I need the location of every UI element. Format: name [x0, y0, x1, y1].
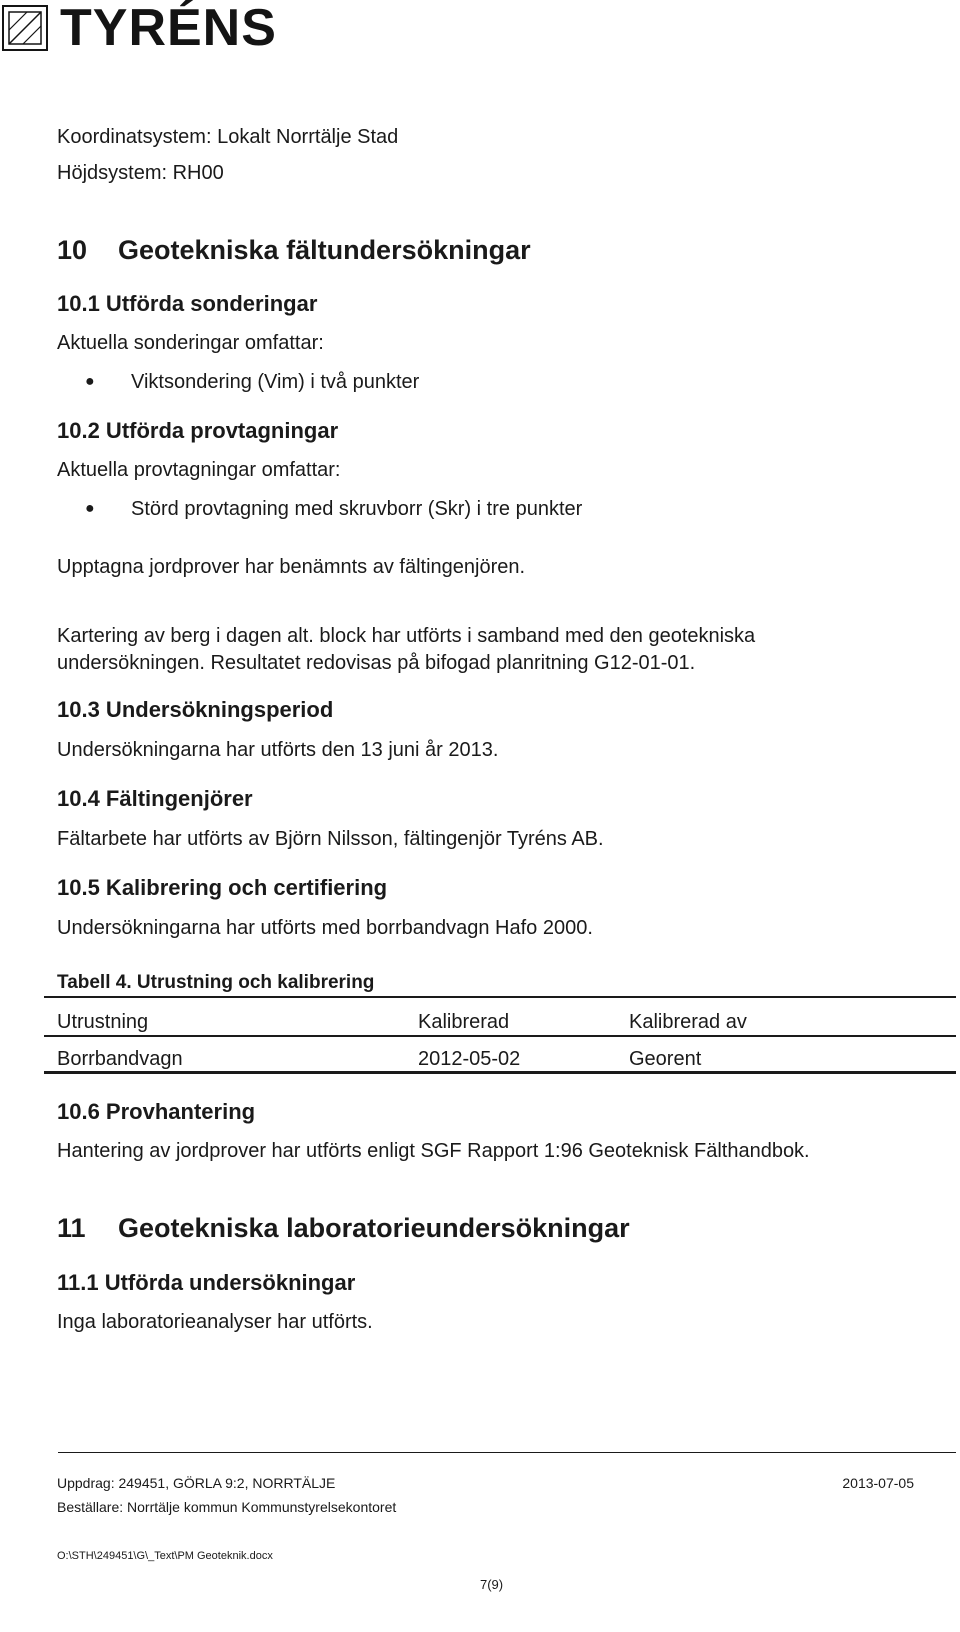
footer-assignment: Uppdrag: 249451, GÖRLA 9:2, NORRTÄLJE — [57, 1475, 336, 1491]
list-item-text: Störd provtagning med skruvborr (Skr) i tre punkter — [131, 498, 583, 520]
section-number: 10 — [57, 235, 88, 265]
table-header-cell: Utrustning — [57, 1011, 149, 1033]
table-cell: 2012-05-02 — [418, 1048, 521, 1070]
table-top-rule — [44, 996, 956, 998]
footer-client: Beställare: Norrtälje kommun Kommunstyrelsekontoret — [57, 1499, 397, 1515]
paragraph: Undersökningarna har utförts den 13 juni år 2013. — [57, 739, 499, 761]
paragraph: Upptagna jordprover har benämnts av fältingenjören. — [57, 556, 526, 578]
page-number: 7(9) — [480, 1577, 504, 1592]
paragraph-line: Kartering av berg i dagen alt. block har utförts i samband med den geotekniska — [57, 625, 756, 647]
section-number: 11 — [57, 1213, 86, 1243]
heading-10-1: 10.1 Utförda sonderingar — [57, 291, 318, 316]
table-header-rule — [44, 1035, 956, 1037]
paragraph: Fältarbete har utförts av Björn Nilsson, fältingenjör Tyréns AB. — [57, 828, 604, 850]
paragraph: Aktuella sonderingar omfattar: — [57, 332, 324, 354]
height-system: Höjdsystem: RH00 — [57, 162, 224, 184]
list-item — [85, 370, 420, 394]
paragraph: Hantering av jordprover har utförts enligt SGF Rapport 1:96 Geoteknisk Fälthandbok. — [57, 1140, 810, 1162]
paragraph-line: undersökningen. Resultatet redovisas på bifogad planritning G12-01-01. — [57, 652, 696, 674]
table-cell: Georent — [629, 1048, 702, 1070]
heading-10-3: 10.3 Undersökningsperiod — [57, 697, 334, 722]
table-cell: Borrbandvagn — [57, 1048, 183, 1070]
section-title: Geotekniska laboratorieundersökningar — [118, 1213, 630, 1243]
table-header-cell: Kalibrerad — [418, 1011, 510, 1033]
table-header-cell: Kalibrerad av — [629, 1011, 747, 1033]
table-caption: Tabell 4. Utrustning och kalibrering — [57, 972, 375, 993]
heading-10-4: 10.4 Fältingenjörer — [57, 786, 253, 811]
footer-file-path: O:\STH\249451\G\_Text\PM Geoteknik.docx — [57, 1550, 273, 1562]
heading-11-1: 11.1 Utförda undersökningar — [57, 1270, 356, 1295]
footer-date: 2013-07-05 — [842, 1475, 914, 1491]
heading-10-2: 10.2 Utförda provtagningar — [57, 418, 339, 443]
list-item — [85, 497, 583, 521]
section-10-heading — [57, 234, 531, 266]
bullet-icon: ● — [85, 373, 95, 390]
tyrens-logo-icon — [2, 5, 48, 51]
table-bottom-rule — [44, 1071, 956, 1074]
paragraph: Aktuella provtagningar omfattar: — [57, 459, 341, 481]
heading-10-5: 10.5 Kalibrering och certifiering — [57, 875, 388, 900]
bullet-icon: ● — [85, 500, 95, 517]
logo-text: TYRÉNS — [60, 0, 277, 57]
footer-rule — [58, 1452, 956, 1453]
company-logo — [2, 0, 277, 57]
section-11-heading — [57, 1212, 630, 1244]
paragraph: Undersökningarna har utförts med borrbandvagn Hafo 2000. — [57, 917, 593, 939]
paragraph: Inga laboratorieanalyser har utförts. — [57, 1311, 373, 1333]
list-item-text: Viktsondering (Vim) i två punkter — [131, 371, 420, 393]
heading-10-6: 10.6 Provhantering — [57, 1099, 256, 1124]
section-title: Geotekniska fältundersökningar — [118, 235, 531, 265]
coordinate-system: Koordinatsystem: Lokalt Norrtälje Stad — [57, 126, 399, 148]
